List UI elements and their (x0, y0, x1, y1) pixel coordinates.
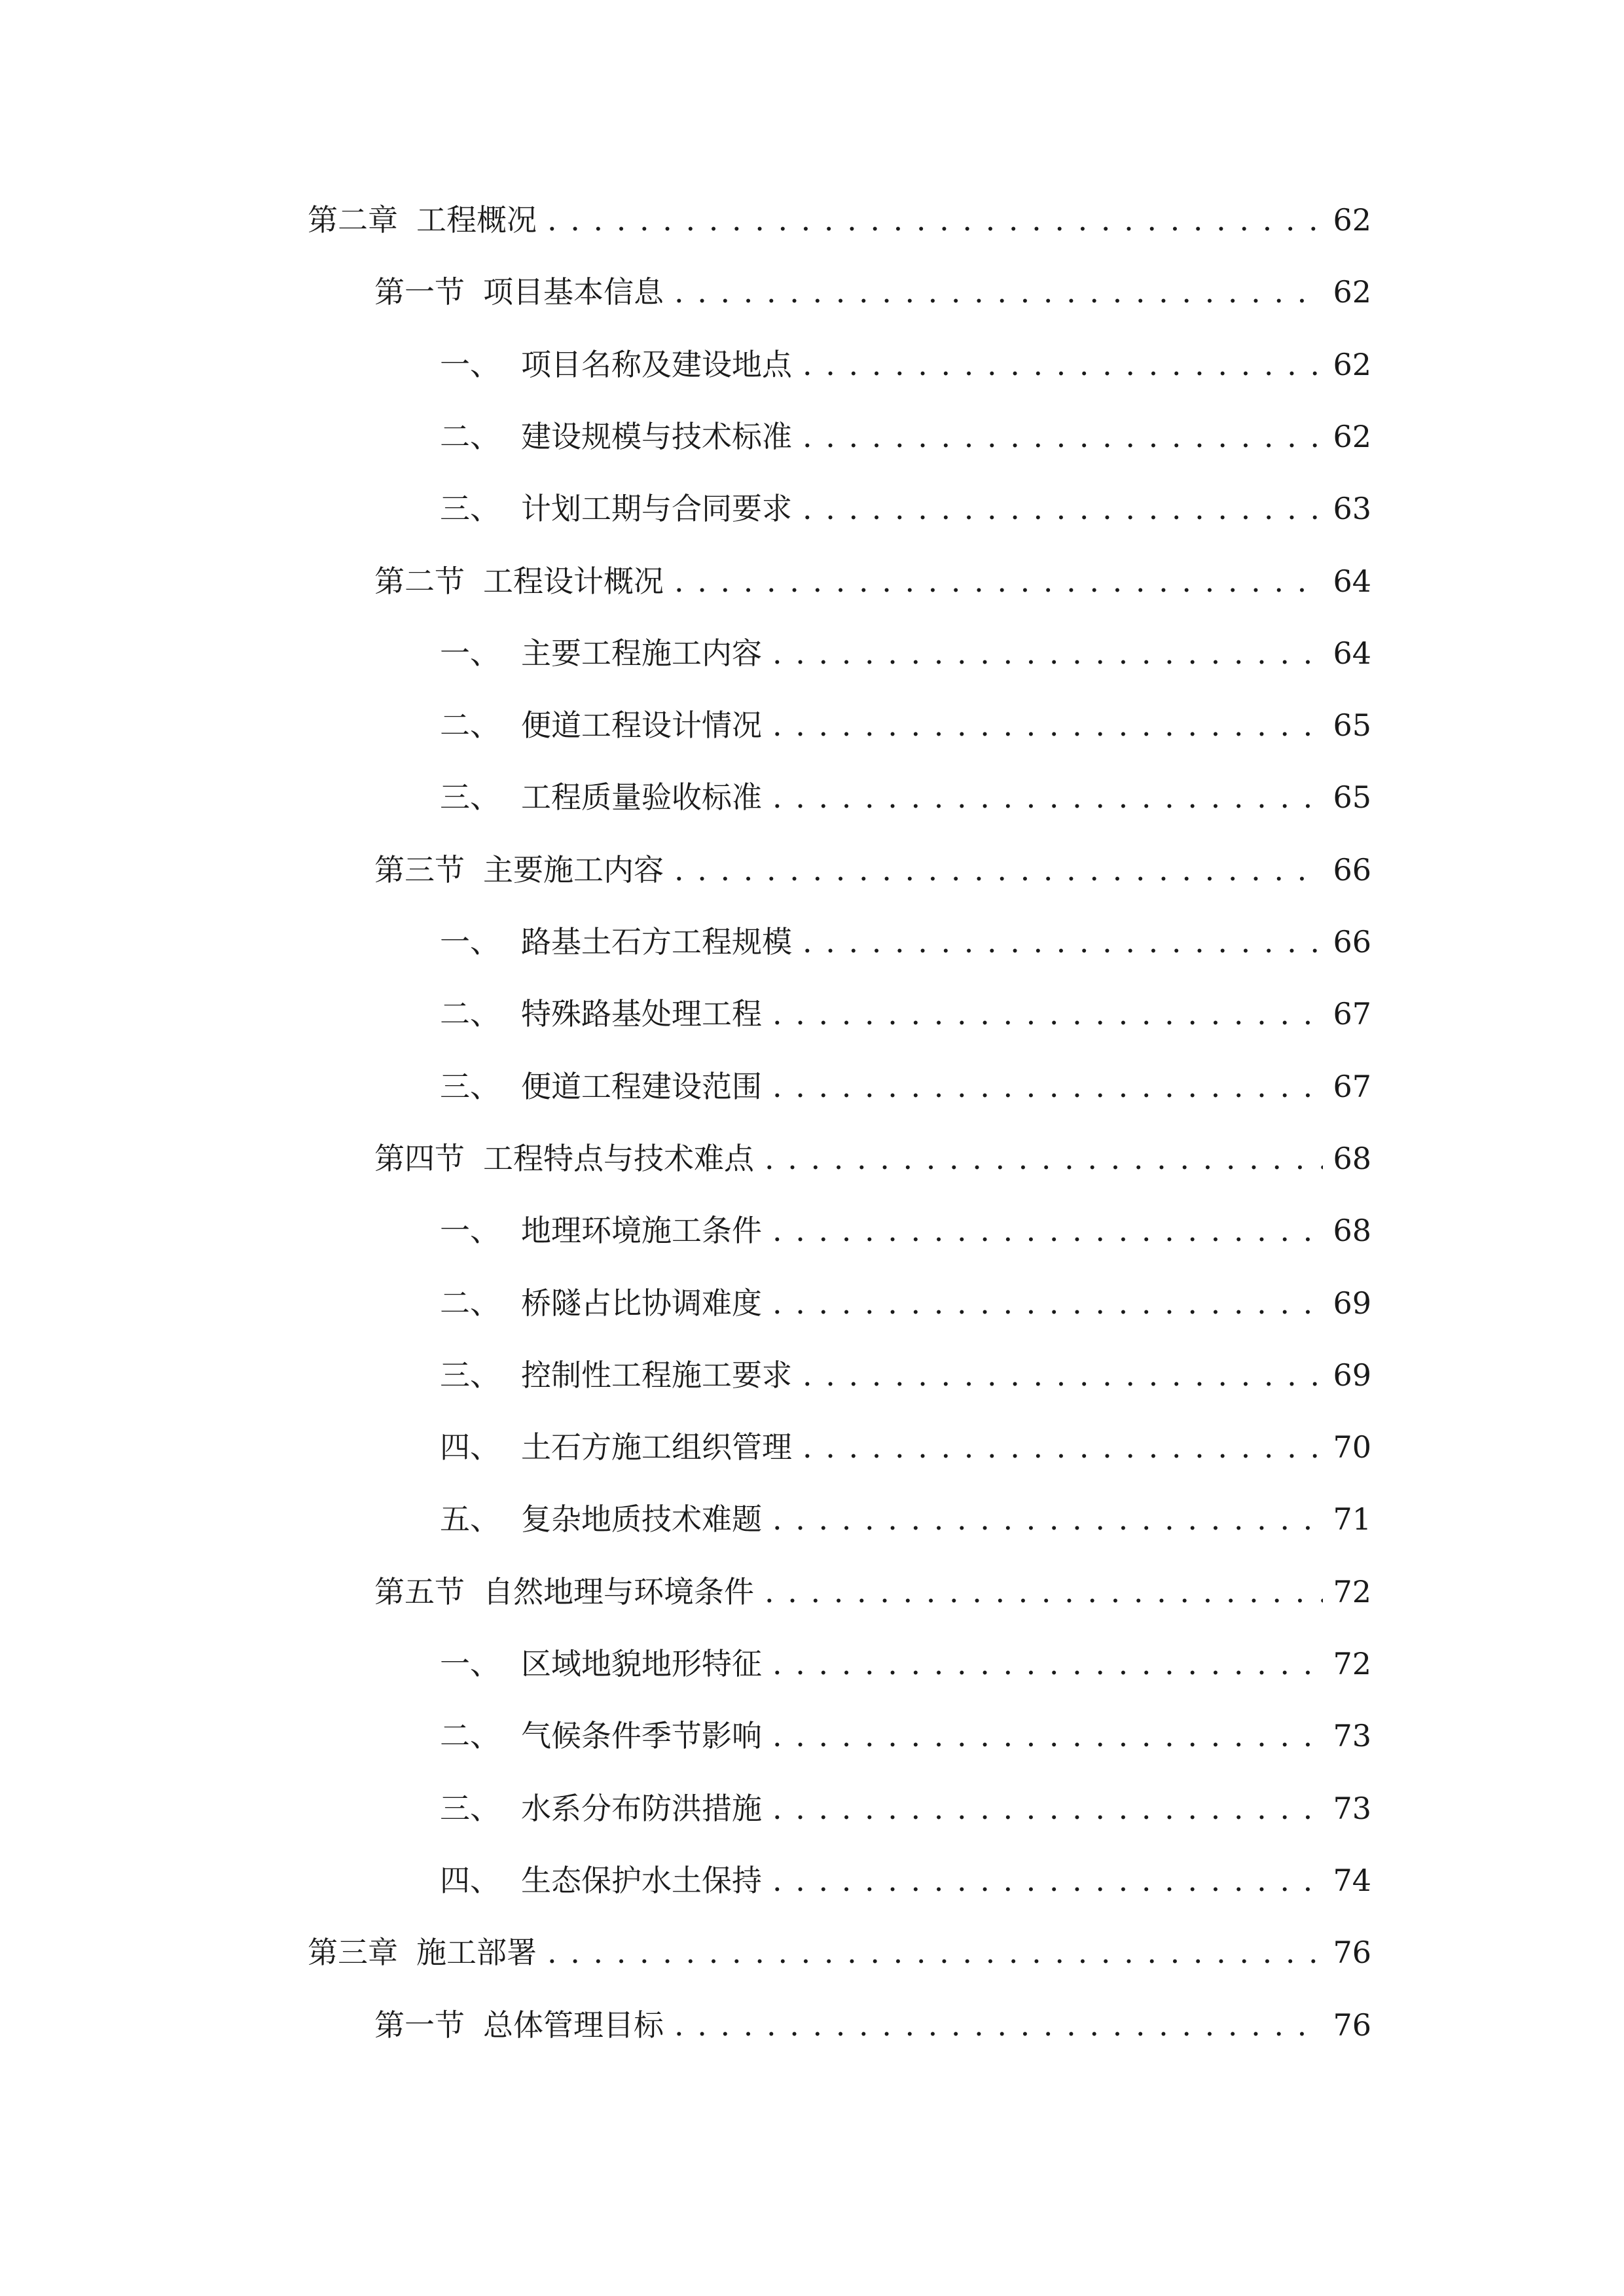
toc-entry-title: 便道工程建设范围 (521, 1069, 762, 1104)
toc-dot-leader (772, 1277, 1323, 1329)
toc-entry-label (440, 1421, 792, 1473)
toc-page-number: 62 (1333, 202, 1371, 238)
toc-entry-label (440, 1854, 762, 1907)
toc-entry-title: 建设规模与技术标准 (521, 419, 792, 454)
toc-dot-leader (772, 1638, 1323, 1690)
toc-entry-label (440, 410, 792, 463)
toc-dot-leader (772, 1782, 1323, 1835)
toc-page-number: 76 (1333, 2007, 1371, 2043)
toc-dot-leader (772, 1060, 1323, 1113)
toc-entry[interactable] (374, 1999, 1371, 2051)
toc-entry-title: 气候条件季节影响 (521, 1718, 762, 1753)
toc-entry-number: 第五节 (374, 1574, 465, 1609)
toc-entry[interactable] (374, 844, 1371, 896)
toc-dot-leader (772, 1493, 1323, 1545)
toc-page-number: 62 (1333, 419, 1371, 454)
toc-entry-number: 一、 (440, 636, 500, 671)
toc-entry-number: 第三章 (308, 1935, 398, 1970)
toc-entry-number: 二、 (440, 708, 500, 743)
toc-entry-title: 生态保护水土保持 (521, 1863, 762, 1898)
toc-entry-title: 复杂地质技术难题 (521, 1501, 762, 1537)
toc-entry-label (440, 916, 792, 968)
toc-entry[interactable] (440, 1204, 1371, 1257)
toc-entry-label (440, 482, 792, 535)
toc-entry[interactable] (440, 1493, 1371, 1545)
toc-entry-number: 五、 (440, 1501, 500, 1537)
toc-entry-label (308, 1926, 537, 1979)
toc-entry-number: 第一节 (374, 274, 465, 310)
toc-dot-leader (674, 1999, 1323, 2051)
toc-dot-leader (803, 482, 1323, 535)
toc-page-number: 72 (1333, 1574, 1371, 1609)
toc-entry[interactable] (374, 266, 1371, 318)
toc-entry-label (440, 699, 762, 751)
toc-entry-label (440, 1710, 762, 1762)
toc-entry-title: 施工部署 (416, 1935, 537, 1970)
toc-dot-leader (547, 194, 1323, 246)
toc-entry-label (440, 1277, 762, 1329)
toc-entry-number: 第一节 (374, 2007, 465, 2043)
toc-entry-label (440, 1060, 762, 1113)
toc-page-number: 64 (1333, 636, 1371, 671)
toc-dot-leader (772, 699, 1323, 751)
toc-page-number: 74 (1333, 1863, 1371, 1898)
toc-entry-number: 三、 (440, 1357, 500, 1393)
toc-entry-label (440, 627, 762, 679)
toc-page-number: 65 (1333, 780, 1371, 815)
toc-entry-label (440, 1493, 762, 1545)
toc-entry[interactable] (440, 988, 1371, 1040)
toc-entry-number: 一、 (440, 924, 500, 960)
toc-entry-number: 三、 (440, 491, 500, 526)
toc-entry[interactable] (440, 1349, 1371, 1401)
toc-entry-label (440, 771, 762, 823)
toc-entry-title: 主要施工内容 (483, 852, 664, 888)
toc-page-number: 73 (1333, 1718, 1371, 1753)
toc-page-number: 69 (1333, 1357, 1371, 1393)
toc-page-number: 70 (1333, 1429, 1371, 1465)
toc-page-number: 62 (1333, 274, 1371, 310)
toc-entry[interactable] (440, 1421, 1371, 1473)
toc-entry-label (440, 988, 762, 1040)
toc-entry[interactable] (440, 338, 1371, 391)
toc-dot-leader (772, 627, 1323, 679)
toc-entry-title: 自然地理与环境条件 (483, 1574, 754, 1609)
toc-entry-title: 工程特点与技术难点 (483, 1141, 754, 1176)
toc-entry[interactable] (440, 771, 1371, 823)
toc-entry-title: 工程概况 (416, 202, 537, 238)
toc-dot-leader (765, 1132, 1323, 1185)
toc-dot-leader (674, 844, 1323, 896)
toc-entry[interactable] (440, 699, 1371, 751)
toc-page-number: 63 (1333, 491, 1371, 526)
toc-page-number: 62 (1333, 347, 1371, 382)
toc-entry[interactable] (440, 410, 1371, 463)
toc-entry-title: 地理环境施工条件 (521, 1213, 762, 1248)
toc-entry-number: 一、 (440, 347, 500, 382)
toc-entry-title: 工程质量验收标准 (521, 780, 762, 815)
toc-entry[interactable] (374, 555, 1371, 607)
toc-entry-title: 项目名称及建设地点 (521, 347, 792, 382)
toc-entry-label (440, 1782, 762, 1835)
toc-dot-leader (772, 1710, 1323, 1762)
toc-entry-number: 二、 (440, 1718, 500, 1753)
toc-page-number: 69 (1333, 1285, 1371, 1321)
toc-entry-label (440, 1638, 762, 1690)
toc-entry[interactable] (440, 1060, 1371, 1113)
toc-dot-leader (772, 1854, 1323, 1907)
toc-entry-title: 区域地貌地形特征 (521, 1646, 762, 1681)
toc-entry-title: 工程设计概况 (483, 564, 664, 599)
toc-dot-leader (803, 1349, 1323, 1401)
toc-page-number: 76 (1333, 1935, 1371, 1970)
toc-entry-title: 项目基本信息 (483, 274, 664, 310)
toc-entry-title: 水系分布防洪措施 (521, 1791, 762, 1826)
toc-entry[interactable] (440, 1638, 1371, 1690)
toc-entry-title: 桥隧占比协调难度 (521, 1285, 762, 1321)
toc-entry-label (374, 844, 664, 896)
toc-dot-leader (765, 1566, 1323, 1618)
toc-entry-number: 二、 (440, 996, 500, 1031)
toc-page-number: 68 (1333, 1213, 1371, 1248)
toc-entry-title: 计划工期与合同要求 (521, 491, 792, 526)
toc-entry-title: 特殊路基处理工程 (521, 996, 762, 1031)
toc-dot-leader (674, 555, 1323, 607)
toc-dot-leader (674, 266, 1323, 318)
toc-entry[interactable] (440, 482, 1371, 535)
toc-entry-number: 四、 (440, 1863, 500, 1898)
toc-entry-number: 一、 (440, 1646, 500, 1681)
toc-entry[interactable] (440, 627, 1371, 679)
toc-entry-title: 总体管理目标 (483, 2007, 664, 2043)
toc-page-number: 64 (1333, 564, 1371, 599)
toc-entry[interactable] (308, 194, 1371, 246)
toc-entry[interactable] (308, 1926, 1371, 1979)
toc-entry-number: 四、 (440, 1429, 500, 1465)
toc-dot-leader (547, 1926, 1323, 1979)
toc-entry-label (374, 266, 664, 318)
toc-page-number: 66 (1333, 852, 1371, 888)
toc-page-number: 72 (1333, 1646, 1371, 1681)
toc-entry[interactable] (440, 916, 1371, 968)
toc-entry-number: 一、 (440, 1213, 500, 1248)
toc-entry-label (440, 1204, 762, 1257)
toc-entry[interactable] (440, 1782, 1371, 1835)
toc-entry[interactable] (440, 1710, 1371, 1762)
toc-entry-title: 主要工程施工内容 (521, 636, 762, 671)
toc-dot-leader (803, 410, 1323, 463)
toc-entry[interactable] (440, 1854, 1371, 1907)
toc-entry-number: 第四节 (374, 1141, 465, 1176)
toc-entry-number: 三、 (440, 1791, 500, 1826)
toc-dot-leader (772, 1204, 1323, 1257)
toc-page-number: 67 (1333, 1069, 1371, 1104)
toc-entry[interactable] (374, 1566, 1371, 1618)
toc-page-number: 66 (1333, 924, 1371, 960)
toc-dot-leader (772, 988, 1323, 1040)
toc-entry-label (374, 555, 664, 607)
toc-dot-leader (772, 771, 1323, 823)
toc-page-number: 65 (1333, 708, 1371, 743)
toc-page-number: 73 (1333, 1791, 1371, 1826)
toc-entry-label (374, 1999, 664, 2051)
toc-entry-label (440, 1349, 792, 1401)
toc-page-number: 71 (1333, 1501, 1371, 1537)
toc-entry-title: 便道工程设计情况 (521, 708, 762, 743)
toc-entry-title: 土石方施工组织管理 (521, 1429, 792, 1465)
toc-entry-title: 控制性工程施工要求 (521, 1357, 792, 1393)
toc-entry-label (440, 338, 792, 391)
toc-entry-number: 三、 (440, 780, 500, 815)
toc-entry-number: 第三节 (374, 852, 465, 888)
toc-entry[interactable] (374, 1132, 1371, 1185)
toc-entry-label (308, 194, 537, 246)
toc-entry-number: 第二章 (308, 202, 398, 238)
toc-dot-leader (803, 1421, 1323, 1473)
toc-entry-number: 二、 (440, 419, 500, 454)
toc-entry[interactable] (440, 1277, 1371, 1329)
toc-entry-number: 三、 (440, 1069, 500, 1104)
toc-entry-label (374, 1132, 754, 1185)
toc-entry-label (374, 1566, 754, 1618)
toc-dot-leader (803, 338, 1323, 391)
toc-entry-number: 二、 (440, 1285, 500, 1321)
toc-page-number: 68 (1333, 1141, 1371, 1176)
toc-entry-number: 第二节 (374, 564, 465, 599)
toc-page-number: 67 (1333, 996, 1371, 1031)
toc-dot-leader (803, 916, 1323, 968)
toc-entry-title: 路基土石方工程规模 (521, 924, 792, 960)
